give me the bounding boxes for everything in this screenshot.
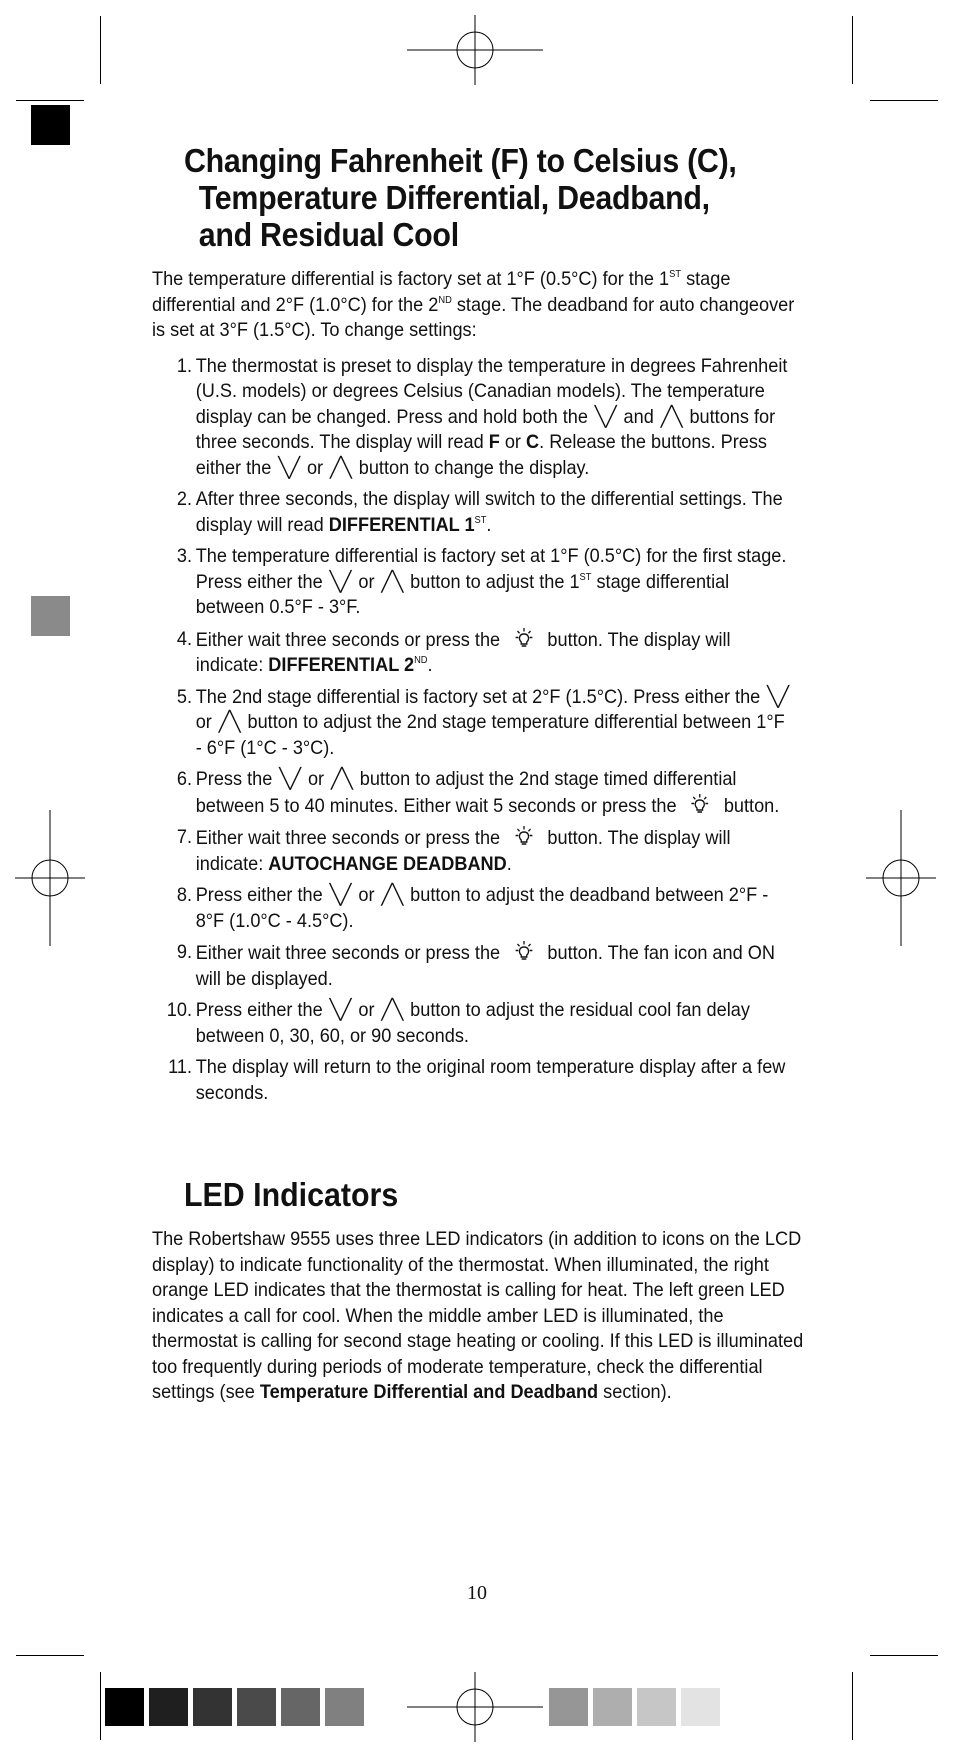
bold-text: C bbox=[526, 431, 540, 453]
chevron-down-icon: ╲╱ bbox=[594, 405, 617, 428]
text: or bbox=[358, 999, 375, 1021]
text: or bbox=[306, 456, 324, 479]
crop-mark bbox=[100, 16, 101, 84]
crop-mark bbox=[852, 16, 853, 84]
bold-text: AUTOCHANGE DEADBAND bbox=[268, 852, 507, 875]
step-number: 7. bbox=[176, 826, 192, 848]
text: or bbox=[307, 768, 325, 790]
color-swatch bbox=[149, 1688, 188, 1726]
registration-mark-left bbox=[15, 810, 85, 946]
step-number: 10. bbox=[166, 999, 192, 1021]
step-number: 2. bbox=[176, 488, 192, 510]
superscript: ND bbox=[438, 294, 452, 306]
text: button to change the display. bbox=[358, 456, 590, 479]
chevron-down-icon: ╲╱ bbox=[329, 884, 352, 906]
list-item bbox=[152, 544, 794, 621]
text: button to adjust the residual cool fan delay between 0, 30, 60, or 90 seconds. bbox=[195, 999, 750, 1047]
chevron-down-icon: ╲╱ bbox=[279, 768, 302, 790]
text: button to adjust the 2nd stage timed differential between 5 to 40 minutes. Either wait 5 seconds or press the bbox=[195, 768, 737, 817]
page-content bbox=[152, 142, 812, 1406]
list-item bbox=[152, 627, 794, 679]
text: The Robertshaw 9555 uses three LED indicators (in addition to icons on the LCD display) to indicate functionality of the thermostat. When illuminated, the right orange LED indicates that the thermostat is calling for heat. The left green LED indicates a call for cool. When the middle amber LED is illuminated, the thermostat is calling for second stage heating or cooling. If this LED is illuminated too frequently during periods of moderate temperature, check the differential settings (see bbox=[152, 1228, 804, 1403]
registration-mark-top bbox=[407, 15, 543, 85]
list-item bbox=[152, 825, 794, 877]
text: button. The display will indicate: bbox=[195, 628, 731, 676]
text: After three seconds, the display will switch to the differential settings. The display will read bbox=[195, 488, 783, 536]
step-number: 4. bbox=[176, 627, 192, 650]
section-title-led: LED Indicators bbox=[184, 1176, 399, 1213]
chevron-up-icon: ╱╲ bbox=[660, 405, 683, 428]
title-line: Changing Fahrenheit (F) to Celsius (C), bbox=[184, 142, 737, 179]
color-swatch bbox=[637, 1688, 676, 1726]
list-item bbox=[152, 487, 794, 538]
text: . bbox=[427, 654, 433, 676]
text: Either wait three seconds or press the bbox=[195, 827, 501, 849]
text: The thermostat is preset to display the temperature in degrees Fahrenheit (U.S. models) or degrees Celsius (Canadian models). The temperature display can be changed. Press and hold both the bbox=[195, 354, 788, 428]
crop-mark bbox=[16, 100, 84, 101]
step-number: 9. bbox=[176, 941, 192, 963]
color-swatch bbox=[681, 1688, 720, 1726]
intro-paragraph bbox=[152, 267, 812, 344]
list-item bbox=[152, 354, 794, 482]
chevron-up-icon: ╱╲ bbox=[218, 711, 241, 733]
crop-mark bbox=[16, 1655, 84, 1656]
step-number: 3. bbox=[176, 545, 192, 567]
text: Press the bbox=[195, 768, 273, 790]
title-line: Temperature Differential, Deadband, bbox=[198, 179, 710, 216]
section-marker-black bbox=[31, 105, 70, 145]
text: Either wait three seconds or press the bbox=[195, 628, 501, 651]
bold-text: Temperature Differential and Deadband bbox=[259, 1381, 599, 1403]
light-bulb-icon bbox=[513, 627, 535, 651]
led-paragraph bbox=[152, 1227, 812, 1406]
text: button to adjust the 2nd stage temperature differential between 1°F - 6°F (1°C - 3°C). bbox=[195, 711, 785, 759]
text: or bbox=[358, 884, 375, 906]
text: button. The display will indicate: bbox=[195, 827, 731, 875]
section-title-temperature bbox=[184, 142, 762, 253]
section-marker-gray bbox=[31, 596, 70, 636]
color-swatch bbox=[281, 1688, 320, 1726]
color-swatch bbox=[193, 1688, 232, 1726]
text: The 2nd stage differential is factory set at 2°F (1.5°C). Press either the bbox=[195, 685, 761, 708]
bold-text: DIFFERENTIAL 2 bbox=[268, 654, 415, 676]
text: and bbox=[623, 405, 654, 428]
color-swatch bbox=[593, 1688, 632, 1726]
chevron-down-icon: ╲╱ bbox=[278, 456, 301, 479]
list-item bbox=[152, 767, 794, 819]
text: stage differential between 0.5°F - 3°F. bbox=[195, 570, 730, 618]
crop-mark bbox=[100, 1672, 101, 1740]
text: or bbox=[195, 711, 212, 733]
registration-mark-bottom bbox=[407, 1672, 543, 1742]
text: button. The fan icon and ON will be displayed. bbox=[195, 942, 775, 990]
text: buttons for three seconds. The display will read bbox=[195, 405, 776, 453]
text: . bbox=[506, 852, 512, 875]
text: . Release the buttons. Press either the bbox=[195, 431, 767, 479]
step-number: 11. bbox=[168, 1056, 192, 1078]
page-number: 10 bbox=[467, 1582, 487, 1604]
text: or bbox=[358, 570, 375, 593]
list-item bbox=[152, 940, 794, 992]
light-bulb-icon bbox=[513, 825, 535, 849]
text: The temperature differential is factory set at 1°F (0.5°C) for the 1 bbox=[152, 268, 670, 290]
text: . bbox=[486, 513, 492, 536]
text: button to adjust the 1 bbox=[410, 570, 580, 593]
list-item bbox=[152, 1055, 794, 1106]
registration-mark-right bbox=[866, 810, 936, 946]
superscript: ST bbox=[474, 514, 487, 526]
text: The display will return to the original room temperature display after a few seconds. bbox=[195, 1056, 786, 1104]
chevron-down-icon: ╲╱ bbox=[329, 570, 352, 593]
chevron-up-icon: ╱╲ bbox=[381, 884, 404, 906]
chevron-down-icon: ╲╱ bbox=[767, 685, 789, 708]
chevron-up-icon: ╱╲ bbox=[381, 570, 404, 593]
text: button to adjust the deadband between 2°F - 8°F (1.0°C - 4.5°C). bbox=[195, 884, 769, 932]
crop-mark bbox=[870, 1655, 938, 1656]
crop-mark bbox=[852, 1672, 853, 1740]
chevron-up-icon: ╱╲ bbox=[381, 999, 404, 1021]
list-item bbox=[152, 685, 794, 762]
color-swatch bbox=[549, 1688, 588, 1726]
step-number: 6. bbox=[176, 768, 192, 790]
step-number: 8. bbox=[176, 884, 192, 906]
bold-text: F bbox=[488, 431, 500, 453]
step-number: 5. bbox=[176, 685, 192, 708]
text: Press either the bbox=[195, 999, 323, 1021]
superscript: ST bbox=[669, 269, 682, 280]
light-bulb-icon bbox=[689, 793, 711, 817]
text: Press either the bbox=[195, 884, 323, 906]
light-bulb-icon bbox=[513, 940, 535, 964]
color-swatch bbox=[237, 1688, 276, 1726]
text: or bbox=[504, 431, 521, 453]
title-line: and Residual Cool bbox=[198, 216, 459, 253]
text: section). bbox=[598, 1381, 672, 1403]
superscript: ND bbox=[414, 655, 428, 666]
color-swatch bbox=[105, 1688, 144, 1726]
steps-list bbox=[152, 354, 794, 1107]
step-number: 1. bbox=[176, 354, 192, 377]
superscript: ST bbox=[579, 571, 592, 583]
text: Either wait three seconds or press the bbox=[195, 942, 501, 964]
list-item bbox=[152, 998, 794, 1049]
crop-mark bbox=[870, 100, 938, 101]
color-swatch bbox=[325, 1688, 364, 1726]
chevron-down-icon: ╲╱ bbox=[329, 999, 352, 1021]
text: stage. The deadband for auto changeover is set at 3°F (1.5°C). To change settings: bbox=[152, 293, 795, 341]
text: button. bbox=[723, 794, 780, 817]
bold-text: DIFFERENTIAL 1 bbox=[328, 513, 475, 536]
text: stage differential and 2°F (1.0°C) for the 2 bbox=[152, 268, 731, 316]
text: The temperature differential is factory set at 1°F (0.5°C) for the first stage. Press either the bbox=[195, 545, 787, 593]
chevron-up-icon: ╱╲ bbox=[330, 456, 352, 479]
chevron-up-icon: ╱╲ bbox=[330, 768, 353, 790]
list-item bbox=[152, 883, 794, 934]
